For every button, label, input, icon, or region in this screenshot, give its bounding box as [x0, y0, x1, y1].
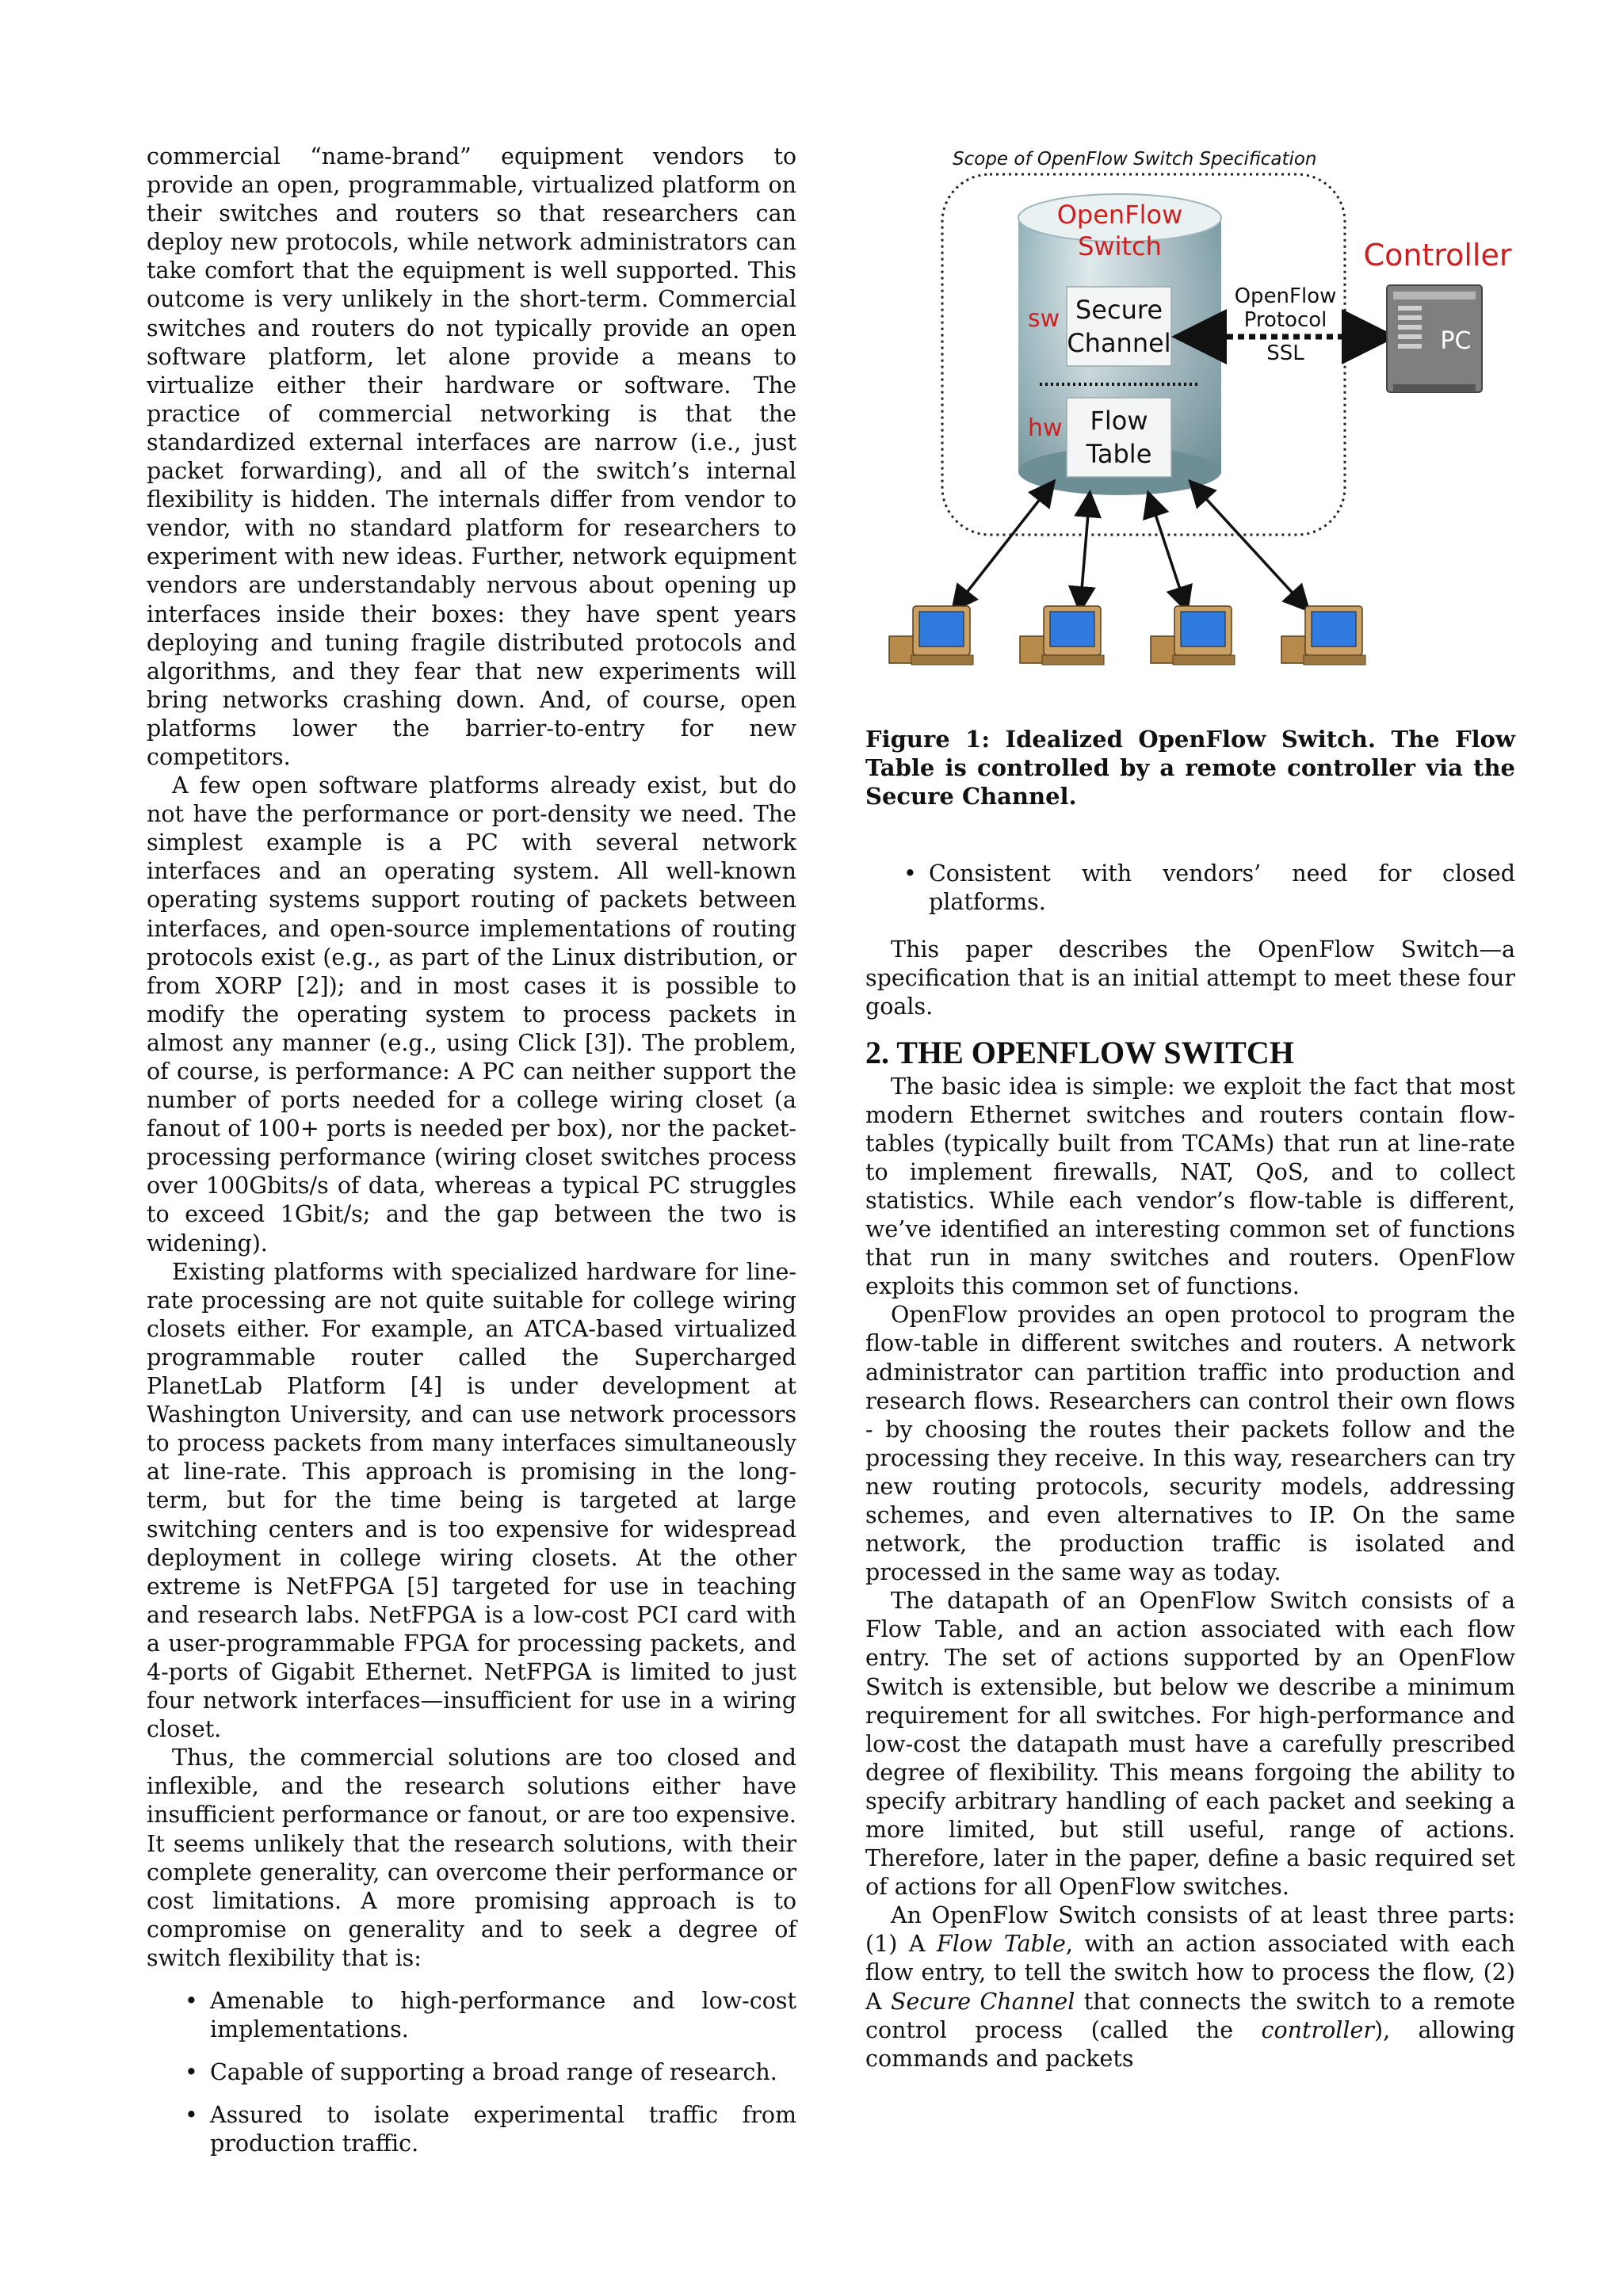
openflow-switch-figure	[865, 143, 1515, 713]
text-run: An OpenFlow Switch consists of at least three parts: (1) A	[865, 1902, 1515, 1958]
goals-list-continued	[865, 860, 1515, 917]
paragraph: The datapath of an OpenFlow Switch consists of a Flow Table, and an action associated with each flow entry. The set of actions supported by an OpenFlow Switch is extensible, but below we describe a minimum requirement for all switches. For high-performance and low-cost the datapath must have a carefully prescribed degree of flexibility. This means forgoing the ability to specify arbitrary handling of each packet and seeking a more limited, but still useful, range of actions. Therefore, later in the paper, define a basic required set of actions for all OpenFlow switches.	[865, 1588, 1515, 1901]
host-link-4	[1192, 483, 1307, 608]
right-column	[865, 860, 1515, 2073]
sw-label: sw	[1028, 305, 1060, 333]
term-flow-table: Flow Table	[936, 1931, 1066, 1958]
left-column	[147, 143, 796, 2172]
host-computer-icon	[889, 606, 973, 665]
paragraph: A few open software platforms already exist, but do not have the performance or port-density we need. The simplest example is a PC with several network interfaces and an operating system. All well-known operating systems support routing of packets between interfaces, and open-source implementations of routing protocols exist (e.g., as part of the Linux distribution, or from XORP [2]); and in most cases it is possible to modify the operating system to process packets in almost any manner (e.g., using Click [3]). The problem, of course, is performance: A PC can neither support the number of ports needed for a college wiring closet (a fanout of 100+ ports is needed per box), nor the packet-processing performance (wiring closet switches process over 100Gbits/s of data, whereas a typical PC struggles to exceed 1Gbit/s; and the gap between the two is widening).	[147, 772, 796, 1257]
switch-title-line1: OpenFlow	[1056, 200, 1183, 230]
list-item: • Amenable to high-performance and low-cost implementations.	[210, 1987, 796, 2044]
secure-channel-line2: Channel	[1067, 328, 1171, 358]
figure-diagram	[865, 143, 1515, 713]
host-computer-icon	[1151, 606, 1235, 665]
protocol-line1: OpenFlow	[1234, 284, 1337, 308]
secure-channel-line1: Secure	[1075, 295, 1163, 325]
protocol-line3: SSL	[1266, 341, 1304, 365]
protocol-line2: Protocol	[1243, 308, 1327, 332]
list-item: • Consistent with vendors’ need for closed platforms.	[929, 860, 1515, 917]
figure-caption: Figure 1: Idealized OpenFlow Switch. The Flow Table is controlled by a remote controller via the Secure Channel.	[865, 726, 1515, 810]
paragraph: Existing platforms with specialized hardware for line-rate processing are not quite suitable for college wiring closets either. For example, an ATCA-based virtualized programmable router called the Supercharged PlanetLab Platform [4] is under development at Washington University, and can use network processors to process packets from many interfaces simultaneously at line-rate. This approach is promising in the long-term, but for the time being is targeted at large switching centers and is too expensive for widespread deployment in college wiring closets. At the other extreme is NetFPGA [5] targeted for use in teaching and research labs. NetFPGA is a low-cost PCI card with a user-programmable FPGA for processing packets, and 4-ports of Gigabit Ethernet. NetFPGA is limited to just four network interfaces—insufficient for use in a wiring closet.	[147, 1258, 796, 1743]
text-run: ), allowing commands and packets	[865, 2016, 1515, 2072]
text-run: that connects the switch to a remote control process (called the	[865, 1988, 1515, 2043]
flow-table-line1: Flow	[1090, 406, 1148, 436]
paragraph: commercial “name-brand” equipment vendors to provide an open, programmable, virtualized platform on their switches and routers so that researchers can deploy new protocols, while network administrators can take comfort that the equipment is well supported. This outcome is very unlikely in the short-term. Commercial switches and routers do not typically provide an open software platform, let alone provide a means to virtualize either their hardware or software. The practice of commercial networking is that the standardized external interfaces are narrow (i.e., just packet forwarding), and all of the switch’s internal flexibility is hidden. The internals differ from vendor to vendor, with no standard platform for researchers to experiment with new ideas. Further, network equipment vendors are understandably nervous about opening up interfaces inside their boxes: they have spent years deploying and tuning fragile distributed protocols and algorithms, and they fear that new experiments will bring networks crashing down. And, of course, open platforms lower the barrier-to-entry for new competitors.	[147, 143, 796, 770]
paragraph: Thus, the commercial solutions are too closed and inflexible, and the research solutions either have insufficient performance or fanout, or are too expensive. It seems unlikely that the research solutions, with their complete generality, can overcome their performance or cost limitations. A more promising approach is to compromise on generality and to seek a degree of switch flexibility that is:	[147, 1745, 796, 1971]
scope-label: Scope of OpenFlow Switch Specification	[953, 149, 1317, 170]
controller-label: Controller	[1363, 238, 1512, 273]
section-heading: 2. THE OPENFLOW SWITCH	[865, 1035, 1294, 1071]
host-computer-icon	[1020, 606, 1104, 665]
paragraph	[865, 1901, 1515, 2073]
goals-list	[147, 1987, 796, 2158]
text-run: , with an action associated with each flow entry, to tell the switch how to process the flow, (2) A	[865, 1931, 1516, 2015]
term-secure-channel: Secure Channel	[890, 1988, 1075, 2015]
pc-label: PC	[1440, 327, 1472, 355]
host-link-3	[1149, 495, 1186, 608]
switch-title-line2: Switch	[1078, 231, 1162, 261]
hw-label: hw	[1028, 414, 1063, 442]
flow-table-line2: Table	[1086, 439, 1152, 469]
host-link-2	[1080, 495, 1090, 608]
term-controller: controller	[1261, 2016, 1374, 2043]
paragraph: The basic idea is simple: we exploit the fact that most modern Ethernet switches and routers contain flow-tables (typically built from TCAMs) that run at line-rate to implement firewalls, NAT, QoS, and to collect statistics. While each vendor’s flow-table is different, we’ve identified an interesting common set of functions that run in many switches and routers. OpenFlow exploits this common set of functions.	[865, 1073, 1515, 1300]
paragraph: This paper describes the OpenFlow Switch—a specification that is an initial attempt to meet these four goals.	[865, 936, 1515, 1020]
list-item: • Capable of supporting a broad range of research.	[210, 2058, 796, 2087]
host-computer-icon	[1281, 606, 1365, 665]
paragraph: OpenFlow provides an open protocol to program the flow-table in different switches and routers. A network administrator can partition traffic into production and research flows. Researchers can control their own flows - by choosing the routes their packets follow and the processing they receive. In this way, researchers can try new routing protocols, security models, addressing schemes, and even alternatives to IP. On the same network, the production traffic is isolated and processed in the same way as today.	[865, 1302, 1515, 1586]
host-link-1	[954, 483, 1052, 608]
list-item: • Assured to isolate experimental traffic from production traffic.	[210, 2101, 796, 2158]
